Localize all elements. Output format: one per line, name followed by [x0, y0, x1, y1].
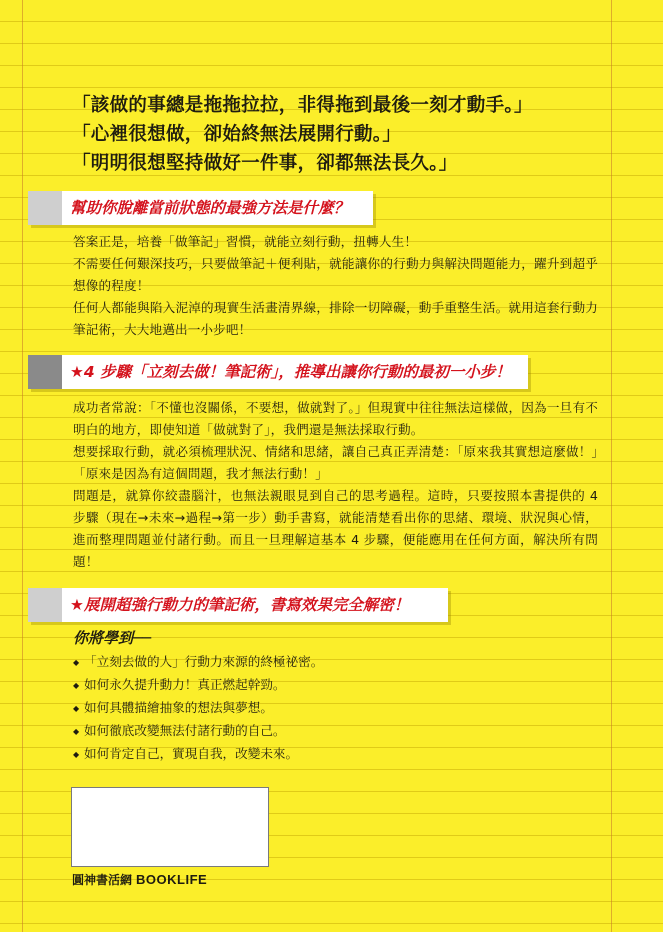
brand-logo: BOOKLIFE [136, 872, 208, 887]
publisher-footer [72, 872, 207, 888]
diamond-bullet-icon: ◆ [73, 704, 80, 713]
intro-quote-1: 「該做的事總是拖拖拉拉，非得拖到最後一刻才動手。」 [72, 95, 533, 116]
list-item-text: 如何具體描繪抽象的想法與夢想。 [84, 700, 273, 715]
list-item [73, 720, 323, 743]
section1-paragraph-1: 答案正是，培養「做筆記」習慣，就能立刻行動，扭轉人生！ [73, 234, 418, 249]
section1-paragraph-3: 任何人都能與陷入泥淖的現實生活畫清界線，排除一切障礙，動手重整生活。就用這套行動力筆記術，大大地邁出一小步吧！ [73, 300, 598, 337]
section2-paragraph-2: 想要採取行動，就必須梳理狀況、情緒和思緒，讓自己真正弄清楚：「原來我其實想這麼做！」「原來是因為有這個問題，我才無法行動！」 [73, 444, 598, 481]
list-item [73, 743, 323, 766]
section3-heading [28, 588, 448, 622]
intro-quotes [72, 91, 612, 178]
list-item [73, 697, 323, 720]
section1-paragraph-2: 不需要任何艱深技巧，只要做筆記＋便利貼，就能讓你的行動力與解決問題能力，躍升到超乎想像的程度！ [73, 256, 598, 293]
diamond-bullet-icon: ◆ [73, 750, 80, 759]
intro-quote-3: 「明明很想堅持做好一件事，卻都無法長久。」 [72, 153, 458, 174]
diamond-bullet-icon: ◆ [73, 658, 80, 667]
diamond-bullet-icon: ◆ [73, 681, 80, 690]
section2-heading-tab [28, 355, 62, 389]
barcode-placeholder [71, 787, 269, 867]
list-item [73, 651, 323, 674]
publisher-name: 圓神書活網 [72, 873, 133, 887]
section2-heading [28, 355, 528, 389]
section3-heading-tab [28, 588, 62, 622]
section1-body [73, 231, 598, 341]
section1-heading-tab [28, 191, 62, 225]
section2-paragraph-3: 問題是，就算你絞盡腦汁，也無法親眼見到自己的思考過程。這時，只要按照本書提供的 4 步驟（現在→未來→過程→第一步）動手書寫，就能清楚看出你的思緒、環境、狀況與心情，進而整理問題並付諸行動。而且一旦理解這基本 4 步驟，便能應用在任何方面，解決所有問題！ [73, 488, 598, 569]
diamond-bullet-icon: ◆ [73, 727, 80, 736]
section2-title: ★4 步驟「立刻去做！筆記術」，推導出讓你行動的最初一小步！ [70, 363, 511, 381]
section2-paragraph-1: 成功者常說：「不懂也沒關係，不要想，做就對了。」但現實中往往無法這樣做，因為一旦有不明白的地方，即使知道「做就對了」，我們還是無法採取行動。 [73, 400, 598, 437]
intro-quote-2: 「心裡很想做，卻始終無法展開行動。」 [72, 124, 402, 145]
list-item-text: 「立刻去做的人」行動力來源的終極祕密。 [84, 654, 324, 669]
section1-title: 幫助你脫離當前狀態的最強方法是什麼？ [70, 199, 350, 217]
list-item-text: 如何肯定自己，實現自我，改變未來。 [84, 746, 299, 761]
left-margin-line [22, 0, 23, 932]
learn-list [73, 651, 323, 766]
learn-title: 你將學到── [73, 629, 152, 647]
list-item [73, 674, 323, 697]
section3-title: ★展開超強行動力的筆記術，書寫效果完全解密！ [70, 596, 410, 614]
list-item-text: 如何永久提升動力！真正燃起幹勁。 [84, 677, 286, 692]
section2-body [73, 397, 598, 573]
section1-heading [28, 191, 373, 225]
list-item-text: 如何徹底改變無法付諸行動的自己。 [84, 723, 286, 738]
